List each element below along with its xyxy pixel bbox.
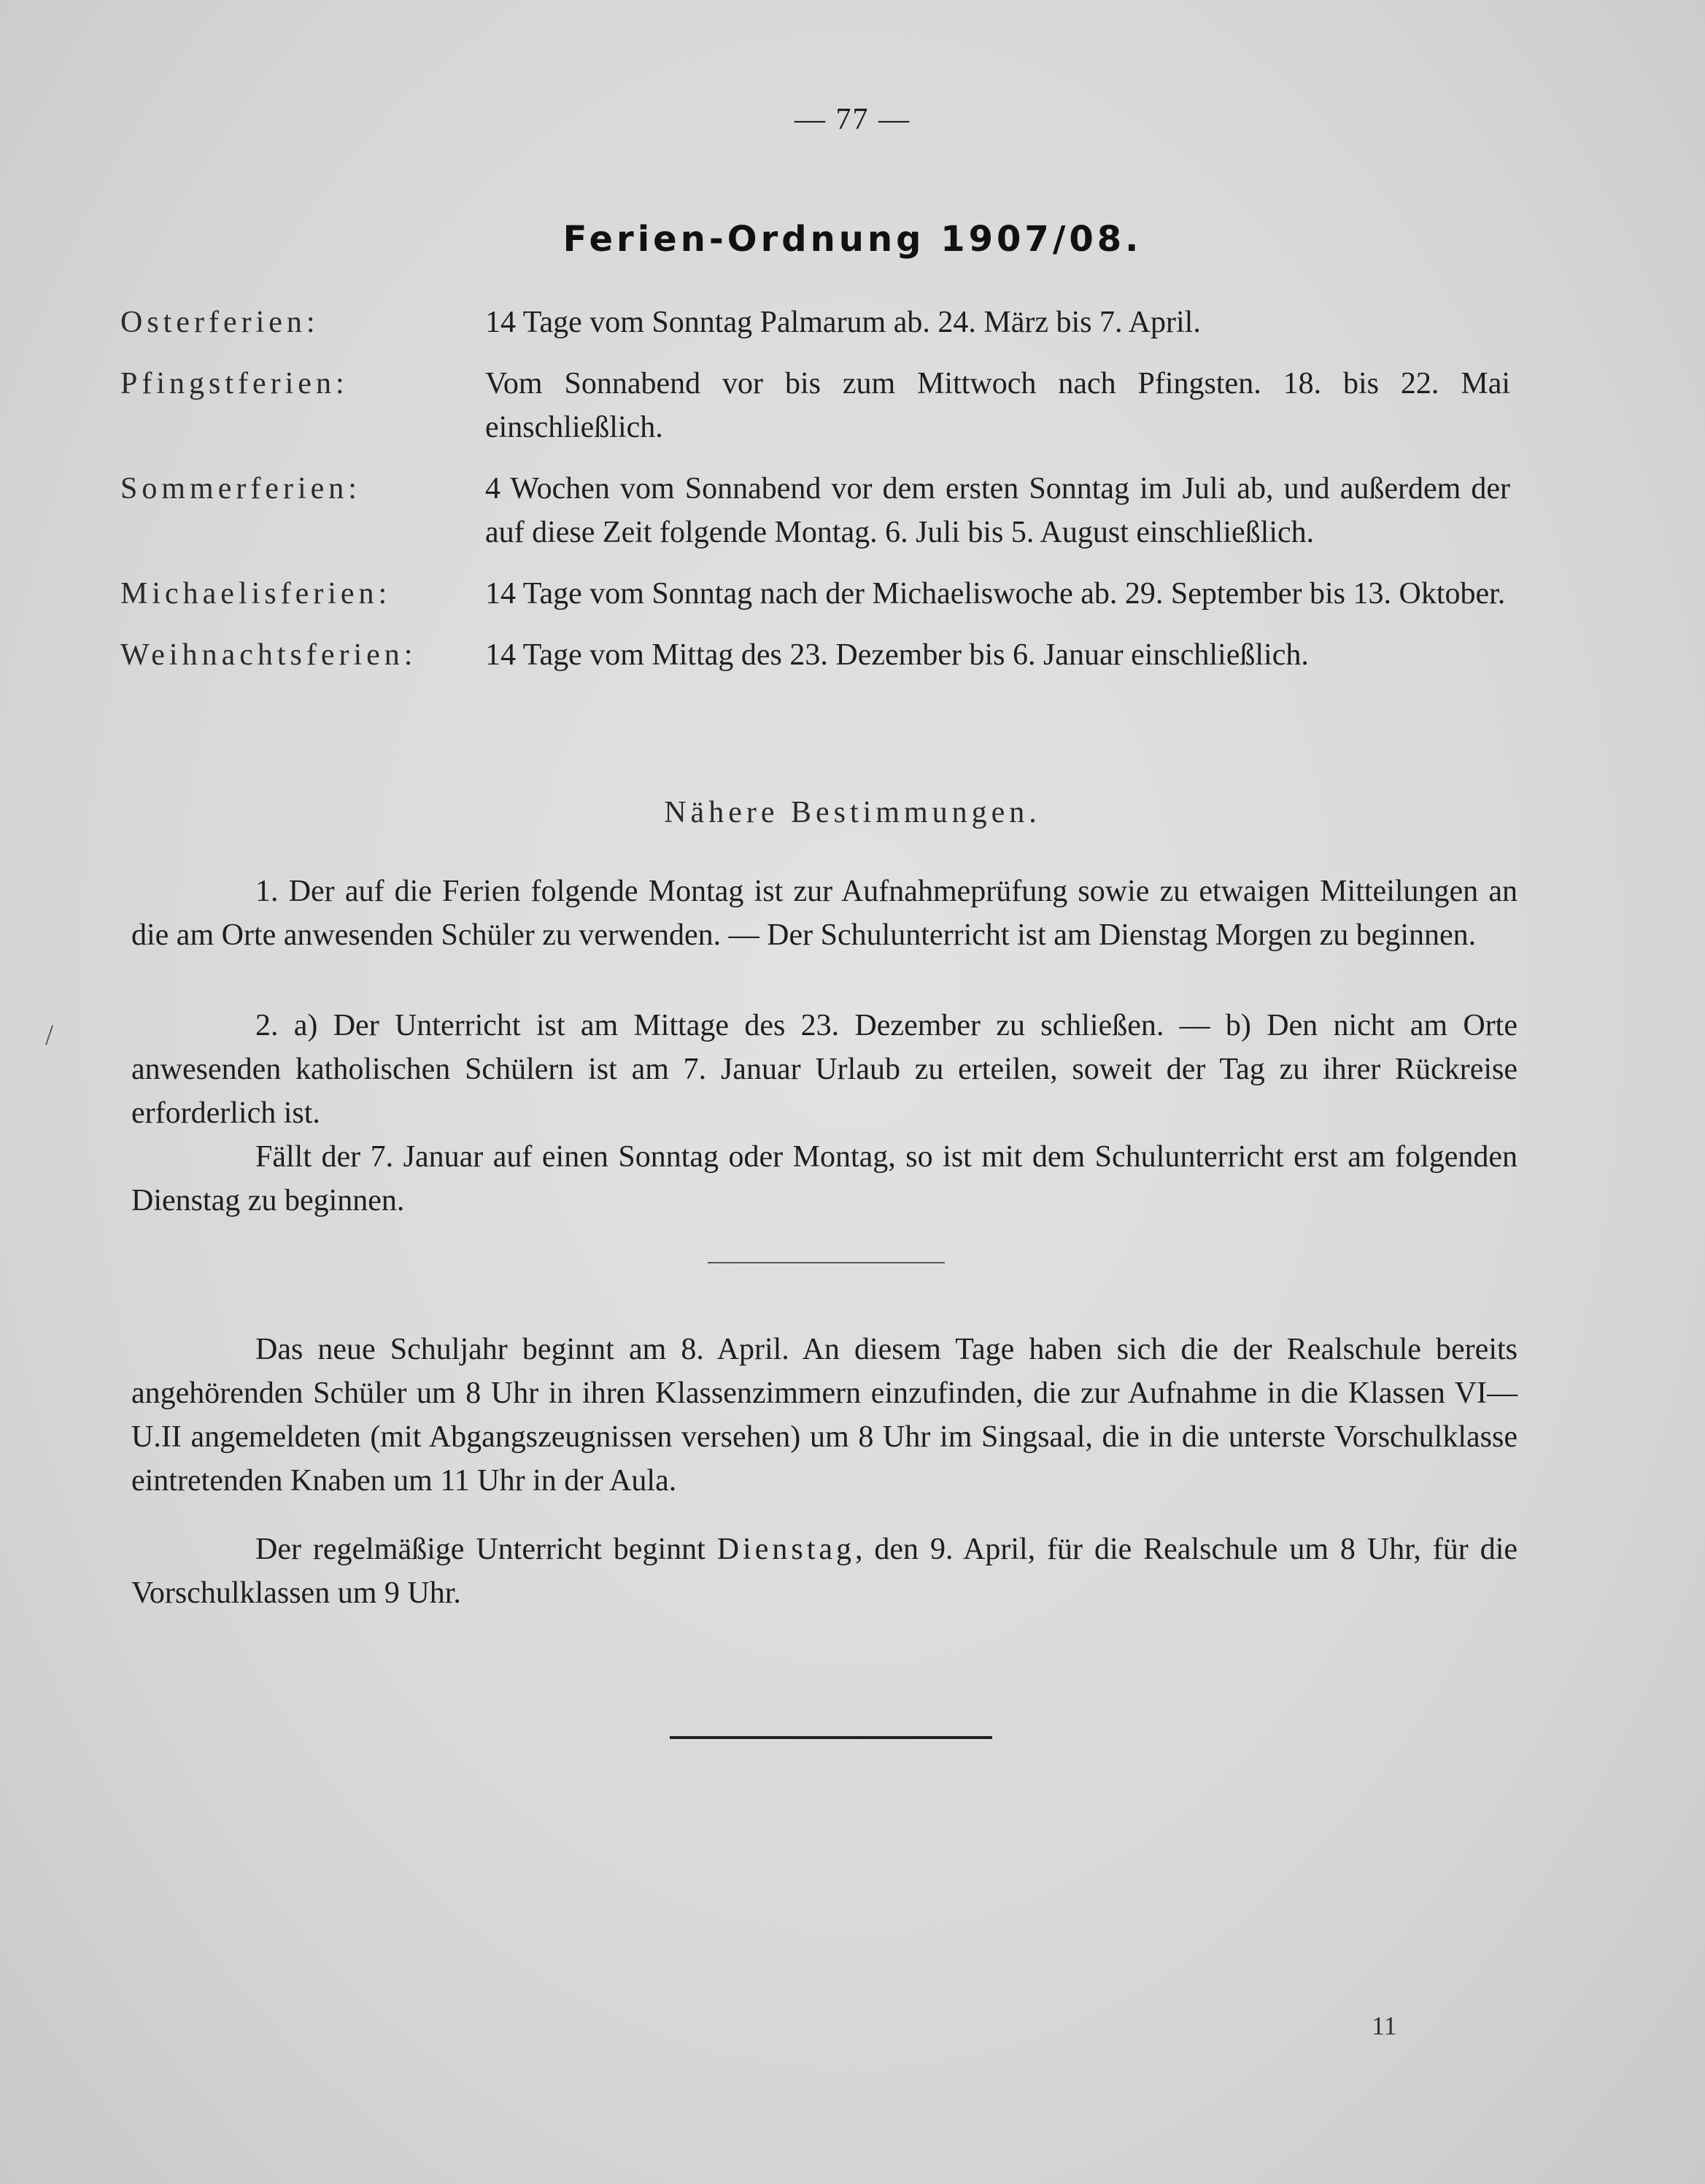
end-rule [670, 1736, 992, 1739]
schedule-text: 14 Tage vom Sonntag Palmarum ab. 24. März bis 7. April. [485, 306, 1201, 339]
page-title: Ferien-Ordnung 1907/08. [562, 219, 1143, 260]
schedule-row-pfingstferien [120, 362, 1510, 449]
schedule-text: Vom Sonnabend vor bis zum Mittwoch nach Pfingsten. 18. bis 22. Mai einschließlich. [485, 367, 1510, 444]
schedule-text: 4 Wochen vom Sonnabend vor dem ersten Sonntag im Juli ab, und außerdem der auf diese Zeit folgende Montag. 6. Juli bis 5. August einschließlich. [485, 472, 1510, 549]
paragraph-school-year [131, 1328, 1518, 1503]
schedule-row-weihnachtsferien [120, 633, 1510, 677]
schedule-label: Sommerferien: [120, 472, 361, 506]
paragraph-text [131, 1527, 1518, 1615]
schedule-text: 14 Tage vom Mittag des 23. Dezember bis 6. Januar einschließlich. [485, 638, 1309, 672]
section-subtitle: Nähere Bestimmungen. [664, 796, 1041, 829]
schedule-text: 14 Tage vom Sonntag nach der Michaeliswoche ab. 29. September bis 13. Oktober. [485, 577, 1506, 611]
text-run: Der regelmäßige Unterricht beginnt [255, 1533, 717, 1566]
paragraph-text: 2. a) Der Unterricht ist am Mittage des 23. Dezember zu schließen. — b) Den nicht am Orte anwesenden katholischen Schülern ist am 7. Januar Urlaub zu erteilen, soweit der Tag zu ihrer Rückreise erforderlich ist. [131, 1009, 1518, 1130]
schedule-row-osterferien [120, 301, 1510, 344]
paragraph-text: Fällt der 7. Januar auf einen Sonntag oder Montag, so ist mit dem Schulunterricht erst am folgenden Dienstag zu beginnen. [131, 1140, 1518, 1217]
holiday-schedule [120, 301, 1510, 694]
schedule-label: Michaelisferien: [120, 577, 392, 611]
paragraph-text: Das neue Schuljahr beginnt am 8. April. An diesem Tage haben sich die der Realschule bereits angehörenden Schüler um 8 Uhr in ihren Klassenzimmern einzufinden, die zur Aufnahme in die Klassen VI—U.II angemeldeten (mit Abgangszeugnissen versehen) um 8 Uhr im Singsaal, die in die unterste Vorschulklasse eintretenden Knaben um 11 Uhr in der Aula. [131, 1333, 1518, 1498]
schedule-label: Weihnachtsferien: [120, 638, 417, 672]
paragraph-1 [131, 870, 1518, 957]
schedule-label: Pfingstferien: [120, 367, 349, 400]
schedule-row-michaelisferien [120, 572, 1510, 616]
schedule-label: Osterferien: [120, 306, 320, 339]
sheet-signature-number: 11 [1372, 2011, 1397, 2040]
margin-mark: / [45, 1018, 54, 1051]
page-number: — 77 — [794, 103, 911, 136]
emphasized-word: Dienstag [716, 1533, 855, 1566]
section-divider [708, 1262, 945, 1263]
text-run: , den 9. April, für die Realschule um 8 Uhr, für die Vorschulklassen um 9 Uhr. [131, 1533, 1518, 1610]
paragraph-text: 1. Der auf die Ferien folgende Montag ist zur Aufnahmeprüfung sowie zu etwaigen Mitteilungen an die am Orte anwesenden Schüler zu verwenden. — Der Schulunterricht ist am Dienstag Morgen zu beginnen. [131, 875, 1518, 952]
paragraph-3 [131, 1135, 1518, 1223]
paragraph-2 [131, 1004, 1518, 1135]
schedule-row-sommerferien [120, 467, 1510, 554]
paragraph-regular-lessons [131, 1527, 1518, 1615]
